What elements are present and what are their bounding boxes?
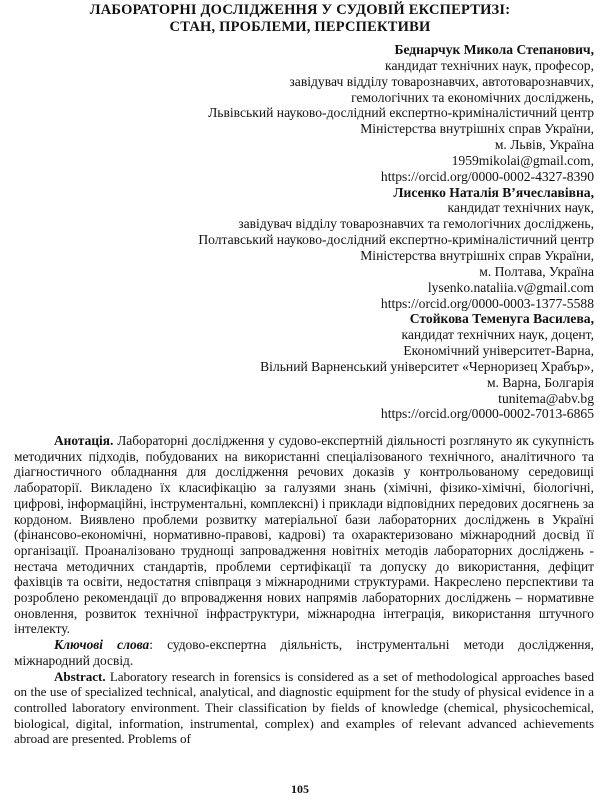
author-affiliation-line: Вільний Варненський університет «Черноризец Храбър», <box>260 358 594 374</box>
author-email: lysenko.nataliia.v@gmail.com <box>427 279 594 295</box>
abstract-text: Laboratory research in forensics is considered as a set of methodological approaches based on the use of specialized technical, analytical, and diagnostic equipment for the study of physical evidence in a controlled laboratory environment. Their classification by fields of knowledge (chemical, physicochemical, biological, digital, information, instrumental, complex) and examples of relevant advanced achievements abroad are presented. Problems of <box>14 668 594 747</box>
author-email: tunitema@abv.bg <box>498 390 594 406</box>
author-affiliation-line: кандидат технічних наук, професор, <box>385 57 594 73</box>
author-affiliation-line: гемологічних та економічних досліджень, <box>351 89 594 105</box>
author-affiliation-line: м. Львів, Україна <box>494 137 594 153</box>
author-affiliation-line: Економічний університет-Варна, <box>403 343 594 359</box>
author-orcid: https://orcid.org/0000-0003-1377-5588 <box>380 295 594 311</box>
author-affiliation-line: кандидат технічних наук, <box>447 200 594 216</box>
author-affiliation-line: Міністерства внутрішніх справ України, <box>360 121 594 137</box>
author-name: Стойкова Теменуга Василева, <box>409 311 594 327</box>
author-name: Беднарчук Микола Степанович, <box>394 42 594 57</box>
annotation-text: Лабораторні дослідження у судово-експертній діяльності розглянуто як сукупність методичних підходів, побудованих на використанні спеціалізованого технічного, аналітичного та діагностичного обладнання для дослідження речових доказів у контрольованому середовищі лабораторії. Викладено їх класифікацію за галузями знань (хімічні, фізико-хімічні, біологічні, цифрові, інформаційні, інструментальні, комплексні) і приклади відповідних передових досягнень за кордоном. Виявлено проблеми розвитку матеріальної бази лабораторних досліджень в Україні (фінансово-економічні, нормативно-правові, кадрові) та охарактеризовано міжнародний досвід її організації. Проаналізовано труднощі запровадження новітніх методів лабораторних досліджень - нестача методичних стандартів, проблеми сертифікації та допуску до використання, дефіцит фахівців та освіти, недостатня співпраця з міжнародними структурами. Накреслено перспективи та розроблено рекомендації до впровадження нових напрямів лабораторних досліджень – нормативне оновлення, розвиток технічної інфраструктури, міжнародна інтеграція, використання штучного інтелекту. <box>14 433 594 637</box>
author-affiliation-line: м. Варна, Болгарія <box>486 374 594 390</box>
title-line-2: СТАН, ПРОБЛЕМИ, ПЕРСПЕКТИВИ <box>169 19 431 35</box>
author-block <box>198 42 594 422</box>
title-line-1: ЛАБОРАТОРНІ ДОСЛІДЖЕННЯ У СУДОВІЙ ЕКСПЕРТИЗІ: <box>89 2 511 18</box>
author-affiliation-line: завідувач відділу товарознавчих, автотоварознавчих, <box>289 73 594 89</box>
keywords-label: Ключові слова <box>54 637 150 653</box>
author-email: 1959mikolai@gmail.com, <box>451 152 594 168</box>
author-orcid: https://orcid.org/0000-0002-7013-6865 <box>380 406 594 422</box>
annotation-paragraph <box>14 433 594 637</box>
abstract-label: Abstract. <box>54 668 106 684</box>
author-affiliation-line: завідувач відділу товарознавчих та гемологічних досліджень, <box>238 216 594 232</box>
paper-title <box>30 2 570 36</box>
keywords-paragraph <box>14 637 594 668</box>
paper-body <box>14 433 594 747</box>
author-affiliation-line: Полтавський науково-дослідний експертно-криміналістичний центр <box>198 232 594 248</box>
author-name: Лисенко Наталія В’ячеславівна, <box>393 184 594 200</box>
author-affiliation-line: кандидат технічних наук, доцент, <box>401 327 594 343</box>
annotation-label: Анотація. <box>54 433 114 448</box>
author-affiliation-line: м. Полтава, Україна <box>479 263 594 279</box>
author-orcid: https://orcid.org/0000-0002-4327-8390 <box>380 168 594 184</box>
abstract-paragraph <box>14 669 594 748</box>
page-number: 105 <box>291 782 309 796</box>
author-affiliation-line: Львівський науково-дослідний експертно-криміналістичний центр <box>208 105 594 121</box>
author-affiliation-line: Міністерства внутрішніх справ України, <box>360 247 594 263</box>
keywords-text: : судово-експертна діяльність, інструментальні методи дослідження, міжнародний досвід. <box>14 637 594 668</box>
